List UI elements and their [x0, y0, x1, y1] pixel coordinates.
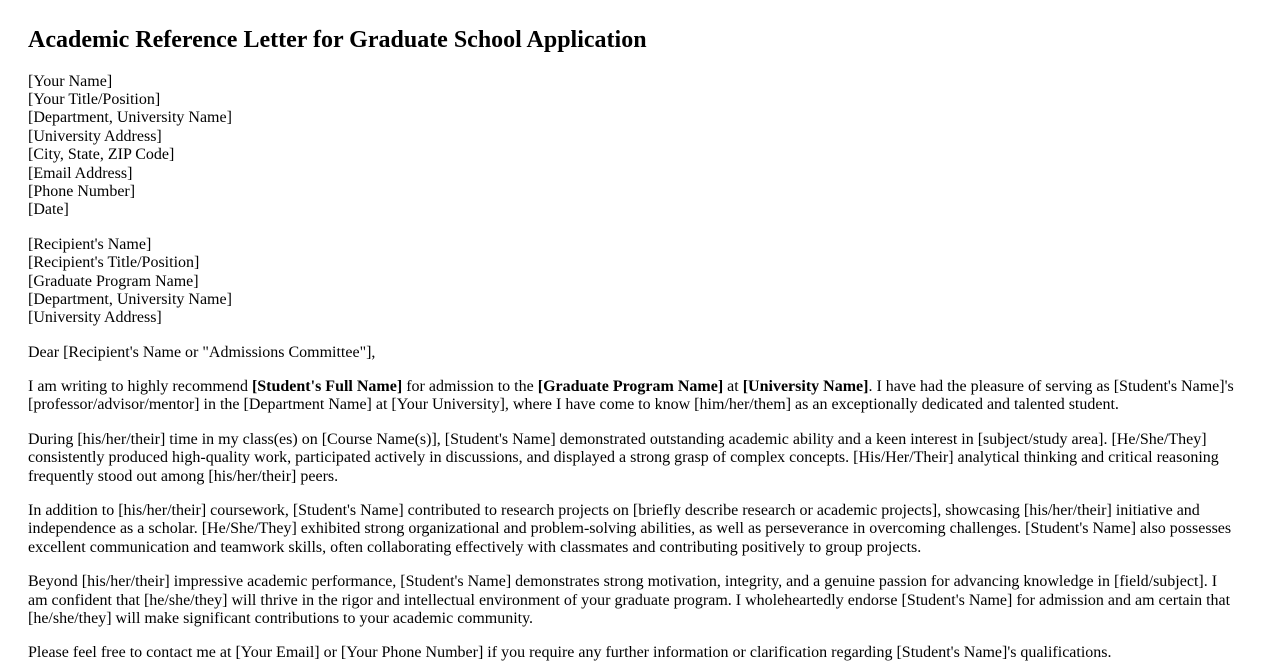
sender-name-line: [Your Name]	[28, 72, 113, 90]
sender-address-block	[28, 73, 1238, 220]
sender-address-line: [University Address]	[28, 127, 162, 145]
paragraph-research: In addition to [his/her/their] coursework, [Student's Name] contributed to research projects on [briefly describe research or academic projects], showcasing [his/her/their] initiative and independence as a scholar. [He/She/They] exhibited strong organizational and problem-solving abilities, as well as perseverance in overcoming challenges. [Student's Name] also possesses excellent communication and teamwork skills, often collaborating effectively with classmates and contributing positively to group projects.	[28, 502, 1232, 556]
sender-email-line: [Email Address]	[28, 164, 133, 182]
sender-title-line: [Your Title/Position]	[28, 90, 161, 108]
paragraph-character: Beyond [his/her/their] impressive academic performance, [Student's Name] demonstrates strong motivation, integrity, and a genuine passion for advancing knowledge in [field/subject]. I am confident that [he/she/they] will thrive in the rigor and intellectual environment of your graduate program. I wholeheartedly endorse [Student's Name] for admission and am certain that [he/she/they] will make significant contributions to your academic community.	[28, 573, 1231, 627]
paragraph-contact: Please feel free to contact me at [Your Email] or [Your Phone Number] if you require any further information or clarification regarding [Student's Name]'s qualifications.	[28, 644, 1112, 662]
recipient-title-line: [Recipient's Title/Position]	[28, 254, 200, 272]
sender-phone-line: [Phone Number]	[28, 182, 136, 200]
recipient-address-line: [University Address]	[28, 309, 162, 327]
recipient-program-line: [Graduate Program Name]	[28, 272, 199, 290]
paragraph-intro: I am writing to highly recommend [Student's Full Name] for admission to the [Graduate Program Name] at [University Name]. I have had the pleasure of serving as [Student's Name]'s [professor/advisor/mentor] in the [Department Name] at [Your University], where I have come to know [him/her/them] as an exceptionally dedicated and talented student.	[28, 378, 1234, 414]
sender-date-line: [Date]	[28, 201, 69, 219]
salutation: Dear [Recipient's Name or "Admissions Committee"],	[28, 343, 376, 361]
recipient-name-line: [Recipient's Name]	[28, 235, 152, 253]
recipient-department-line: [Department, University Name]	[28, 290, 232, 308]
recipient-address-block	[28, 236, 1238, 328]
sender-city-line: [City, State, ZIP Code]	[28, 146, 175, 164]
page-title: Academic Reference Letter for Graduate School Application	[28, 27, 647, 53]
sender-department-line: [Department, University Name]	[28, 109, 232, 127]
paragraph-academic: During [his/her/their] time in my class(es) on [Course Name(s)], [Student's Name] demonstrated outstanding academic ability and a keen interest in [subject/study area]. [He/She/They] consistently produced high-quality work, participated actively in discussions, and displayed a strong grasp of complex concepts. [His/Her/Their] analytical thinking and critical reasoning frequently stood out among [his/her/their] peers.	[28, 430, 1219, 485]
